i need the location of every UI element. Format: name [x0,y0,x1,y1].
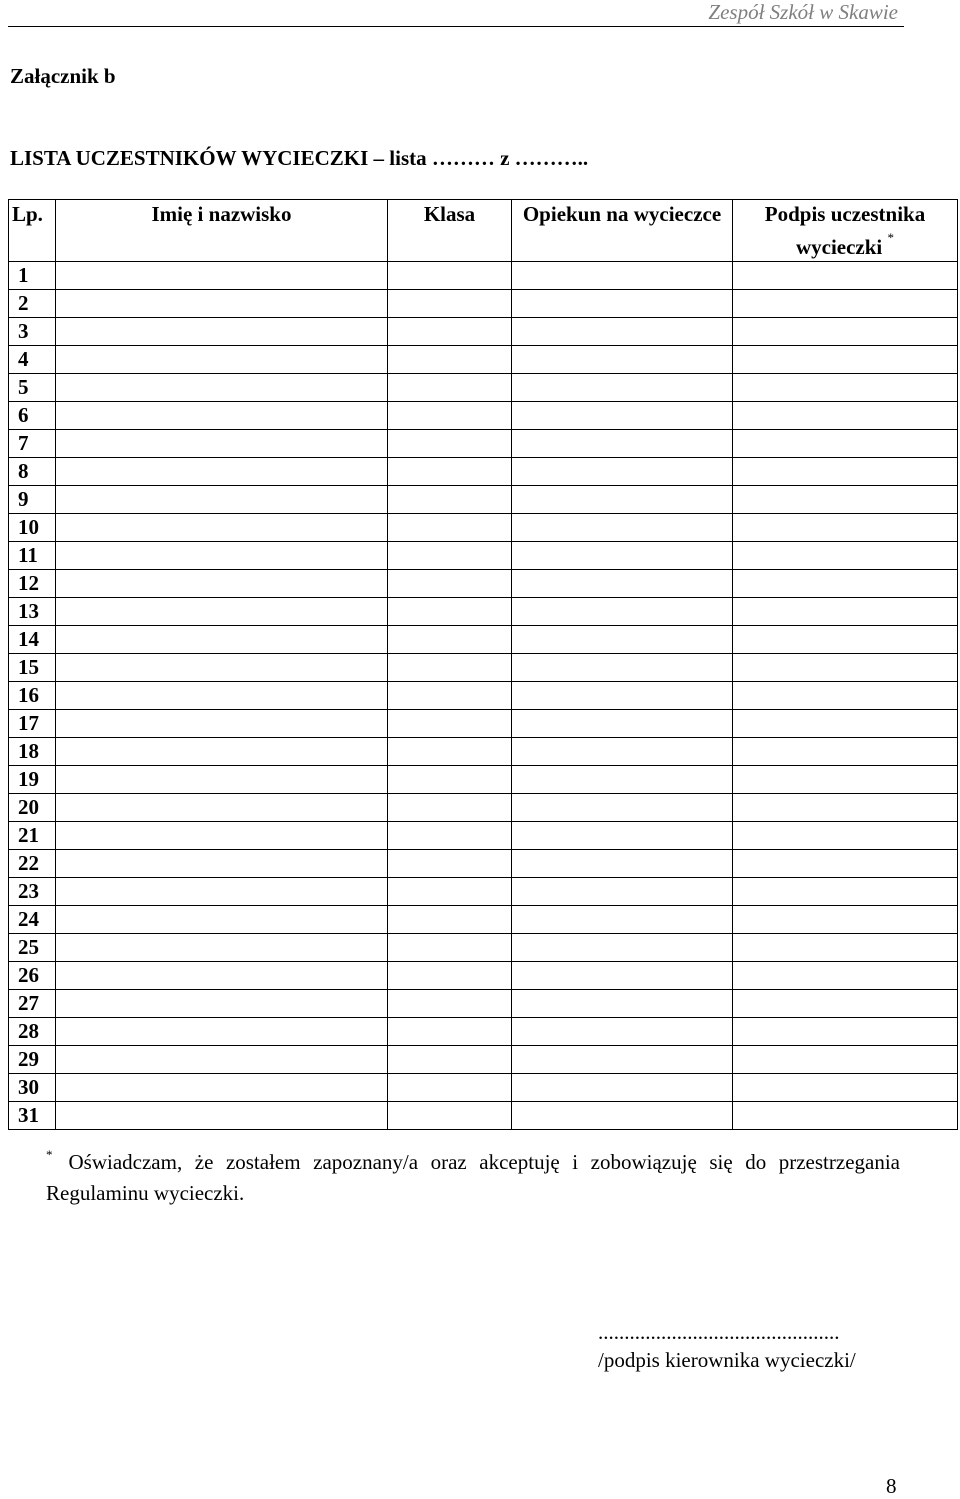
name-cell[interactable] [56,318,388,346]
name-cell[interactable] [56,514,388,542]
name-cell[interactable] [56,486,388,514]
guardian-cell[interactable] [512,738,733,766]
row-number: 8 [9,458,56,486]
name-cell[interactable] [56,290,388,318]
signature-cell[interactable] [733,822,958,850]
row-number: 9 [9,486,56,514]
signature-cell[interactable] [733,626,958,654]
guardian-cell[interactable] [512,1046,733,1074]
row-number: 24 [9,906,56,934]
name-cell[interactable] [56,346,388,374]
footnote [46,1148,900,1207]
signature-cell[interactable] [733,458,958,486]
table-row [9,570,958,598]
table-row [9,346,958,374]
list-title: LISTA UCZESTNIKÓW WYCIECZKI – lista ……… z ……….. [10,146,589,170]
row-number: 20 [9,794,56,822]
guardian-cell[interactable] [512,626,733,654]
class-cell[interactable] [388,570,512,598]
name-cell[interactable] [56,878,388,906]
header-guardian: Opiekun na wycieczce [512,200,733,262]
row-number: 2 [9,290,56,318]
guardian-cell[interactable] [512,962,733,990]
signature-cell[interactable] [733,962,958,990]
table-row [9,766,958,794]
signature-cell[interactable] [733,1046,958,1074]
table-row [9,962,958,990]
table-row [9,710,958,738]
name-cell[interactable] [56,794,388,822]
table-body [9,262,958,1130]
class-cell[interactable] [388,682,512,710]
header-lp: Lp. [9,200,56,262]
guardian-cell[interactable] [512,878,733,906]
row-number: 21 [9,822,56,850]
guardian-cell[interactable] [512,794,733,822]
name-cell[interactable] [56,710,388,738]
signature-cell[interactable] [733,906,958,934]
signature-cell[interactable] [733,710,958,738]
row-number: 31 [9,1102,56,1130]
class-cell[interactable] [388,1074,512,1102]
row-number: 26 [9,962,56,990]
name-cell[interactable] [56,766,388,794]
page-number: 8 [886,1474,897,1498]
class-cell[interactable] [388,346,512,374]
name-cell[interactable] [56,458,388,486]
class-cell[interactable] [388,374,512,402]
table-row [9,1018,958,1046]
guardian-cell[interactable] [512,262,733,290]
guardian-cell[interactable] [512,766,733,794]
guardian-cell[interactable] [512,906,733,934]
guardian-cell[interactable] [512,458,733,486]
header-signature [733,200,958,262]
table-row [9,850,958,878]
table-row [9,1074,958,1102]
signature-cell[interactable] [733,542,958,570]
class-cell[interactable] [388,934,512,962]
name-cell[interactable] [56,934,388,962]
table-row [9,794,958,822]
signature-cell[interactable] [733,1074,958,1102]
table-row [9,906,958,934]
name-cell[interactable] [56,1074,388,1102]
signature-cell[interactable] [733,430,958,458]
guardian-cell[interactable] [512,850,733,878]
name-cell[interactable] [56,1046,388,1074]
class-cell[interactable] [388,990,512,1018]
guardian-cell[interactable] [512,430,733,458]
row-number: 7 [9,430,56,458]
header-signature-label: Podpis uczestnika wycieczki [764,202,926,259]
table-row [9,402,958,430]
signature-cell[interactable] [733,570,958,598]
row-number: 22 [9,850,56,878]
table-row [9,682,958,710]
class-cell[interactable] [388,906,512,934]
signature-cell[interactable] [733,766,958,794]
participants-table [8,199,958,1130]
table-row [9,990,958,1018]
name-cell[interactable] [56,654,388,682]
name-cell[interactable] [56,598,388,626]
class-cell[interactable] [388,850,512,878]
row-number: 12 [9,570,56,598]
table-row [9,458,958,486]
guardian-cell[interactable] [512,542,733,570]
guardian-cell[interactable] [512,1074,733,1102]
class-cell[interactable] [388,1102,512,1130]
leader-signature [598,1318,856,1374]
row-number: 19 [9,766,56,794]
class-cell[interactable] [388,962,512,990]
table-row [9,542,958,570]
signature-line: .............................................. [598,1320,840,1344]
signature-cell[interactable] [733,934,958,962]
table-row [9,1102,958,1130]
row-number: 29 [9,1046,56,1074]
table-row [9,374,958,402]
row-number: 11 [9,542,56,570]
name-cell[interactable] [56,626,388,654]
row-number: 25 [9,934,56,962]
table-row [9,878,958,906]
guardian-cell[interactable] [512,934,733,962]
signature-cell[interactable] [733,1018,958,1046]
row-number: 17 [9,710,56,738]
name-cell[interactable] [56,542,388,570]
class-cell[interactable] [388,626,512,654]
footnote-marker: * [46,1147,53,1162]
class-cell[interactable] [388,402,512,430]
guardian-cell[interactable] [512,570,733,598]
guardian-cell[interactable] [512,514,733,542]
signature-cell[interactable] [733,738,958,766]
name-cell[interactable] [56,962,388,990]
signature-cell[interactable] [733,486,958,514]
signature-cell[interactable] [733,262,958,290]
table-row [9,1046,958,1074]
row-number: 4 [9,346,56,374]
signature-cell[interactable] [733,318,958,346]
name-cell[interactable] [56,822,388,850]
signature-cell[interactable] [733,514,958,542]
row-number: 23 [9,878,56,906]
class-cell[interactable] [388,822,512,850]
name-cell[interactable] [56,570,388,598]
class-cell[interactable] [388,542,512,570]
header-class: Klasa [388,200,512,262]
class-cell[interactable] [388,1018,512,1046]
signature-cell[interactable] [733,850,958,878]
name-cell[interactable] [56,262,388,290]
header-name: Imię i nazwisko [56,200,388,262]
table-row [9,290,958,318]
table-row [9,654,958,682]
guardian-cell[interactable] [512,1102,733,1130]
row-number: 30 [9,1074,56,1102]
class-cell[interactable] [388,1046,512,1074]
class-cell[interactable] [388,514,512,542]
guardian-cell[interactable] [512,598,733,626]
class-cell[interactable] [388,766,512,794]
name-cell[interactable] [56,906,388,934]
row-number: 16 [9,682,56,710]
row-number: 10 [9,514,56,542]
guardian-cell[interactable] [512,486,733,514]
guardian-cell[interactable] [512,374,733,402]
class-cell[interactable] [388,262,512,290]
table-row [9,430,958,458]
class-cell[interactable] [388,710,512,738]
school-name: Zespół Szkół w Skawie [708,0,898,24]
table-row [9,934,958,962]
class-cell[interactable] [388,430,512,458]
table-row [9,486,958,514]
name-cell[interactable] [56,682,388,710]
guardian-cell[interactable] [512,682,733,710]
class-cell[interactable] [388,794,512,822]
guardian-cell[interactable] [512,402,733,430]
signature-cell[interactable] [733,1102,958,1130]
table-row [9,738,958,766]
row-number: 6 [9,402,56,430]
name-cell[interactable] [56,850,388,878]
page-header [8,0,904,27]
class-cell[interactable] [388,654,512,682]
class-cell[interactable] [388,598,512,626]
name-cell[interactable] [56,430,388,458]
class-cell[interactable] [388,458,512,486]
guardian-cell[interactable] [512,990,733,1018]
row-number: 27 [9,990,56,1018]
header-signature-marker: * [887,230,895,245]
signature-cell[interactable] [733,878,958,906]
name-cell[interactable] [56,374,388,402]
guardian-cell[interactable] [512,318,733,346]
table-row [9,514,958,542]
signature-label: /podpis kierownika wycieczki/ [598,1348,856,1372]
table-row [9,626,958,654]
signature-cell[interactable] [733,682,958,710]
row-number: 15 [9,654,56,682]
class-cell[interactable] [388,486,512,514]
name-cell[interactable] [56,990,388,1018]
table-row [9,598,958,626]
table-row [9,262,958,290]
class-cell[interactable] [388,290,512,318]
footnote-text: Oświadczam, że zostałem zapoznany/a oraz akceptuję i zobowiązuję się do przestrzegania Regulaminu wycieczki. [46,1150,900,1205]
signature-cell[interactable] [733,794,958,822]
signature-cell[interactable] [733,374,958,402]
class-cell[interactable] [388,878,512,906]
signature-cell[interactable] [733,290,958,318]
signature-cell[interactable] [733,654,958,682]
row-number: 13 [9,598,56,626]
table-row [9,318,958,346]
name-cell[interactable] [56,1102,388,1130]
guardian-cell[interactable] [512,290,733,318]
row-number: 1 [9,262,56,290]
row-number: 3 [9,318,56,346]
class-cell[interactable] [388,738,512,766]
row-number: 28 [9,1018,56,1046]
name-cell[interactable] [56,738,388,766]
signature-cell[interactable] [733,402,958,430]
signature-cell[interactable] [733,598,958,626]
table-header-row [9,200,958,262]
name-cell[interactable] [56,1018,388,1046]
row-number: 14 [9,626,56,654]
annex-label: Załącznik b [10,64,116,88]
table-row [9,822,958,850]
class-cell[interactable] [388,318,512,346]
guardian-cell[interactable] [512,1018,733,1046]
signature-cell[interactable] [733,990,958,1018]
row-number: 18 [9,738,56,766]
guardian-cell[interactable] [512,822,733,850]
row-number: 5 [9,374,56,402]
guardian-cell[interactable] [512,346,733,374]
name-cell[interactable] [56,402,388,430]
guardian-cell[interactable] [512,710,733,738]
signature-cell[interactable] [733,346,958,374]
guardian-cell[interactable] [512,654,733,682]
